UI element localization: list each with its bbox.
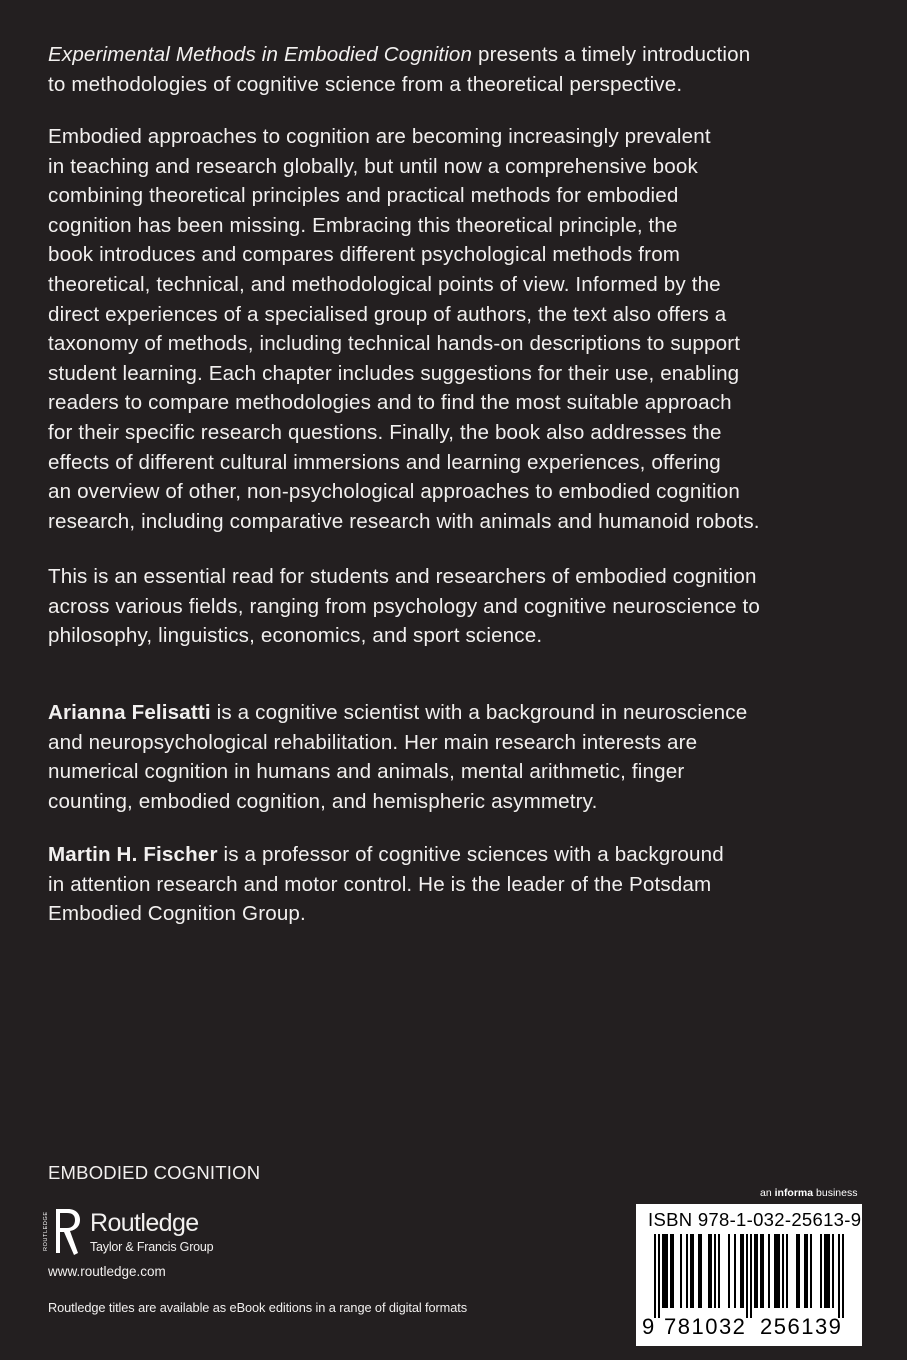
author-bio-line: Arianna Felisatti is a cognitive scientist with a background in neuroscience bbox=[48, 701, 748, 724]
author-name: Arianna Felisatti bbox=[48, 701, 211, 724]
publisher-group: Taylor & Francis Group bbox=[90, 1240, 214, 1254]
barcode-bar bbox=[760, 1234, 762, 1308]
barcode-bar bbox=[776, 1234, 778, 1308]
barcode-digit-first: 9 bbox=[642, 1314, 655, 1339]
book-title: Experimental Methods in Embodied Cognition bbox=[48, 43, 473, 66]
author-bio-line: Embodied Cognition Group. bbox=[48, 902, 306, 926]
barcode-bar bbox=[804, 1234, 806, 1308]
barcode-bar bbox=[786, 1234, 788, 1308]
barcode-bar bbox=[746, 1234, 748, 1318]
barcode-bar bbox=[806, 1234, 808, 1308]
description-line: cognition has been missing. Embracing this theoretical principle, the bbox=[48, 213, 678, 237]
barcode-bar bbox=[798, 1234, 800, 1308]
description-line: in teaching and research globally, but until now a comprehensive book bbox=[48, 154, 698, 178]
description-line: book introduces and compares different psychological methods from bbox=[48, 243, 681, 267]
publisher-name: Routledge bbox=[90, 1209, 199, 1237]
barcode-digits-left: 781032 bbox=[664, 1314, 747, 1339]
description-line: taxonomy of methods, including technical hands-on descriptions to support bbox=[48, 332, 741, 356]
routledge-r-icon bbox=[42, 1205, 84, 1259]
logo-mark-text: ROUTLEDGE bbox=[43, 1211, 49, 1251]
author-bio-line: Martin H. Fischer is a professor of cognitive sciences with a background bbox=[48, 843, 724, 866]
barcode-bar bbox=[796, 1234, 798, 1308]
intro-line-2: to methodologies of cognitive science from a theoretical perspective. bbox=[48, 72, 683, 96]
isbn-barcode bbox=[636, 1204, 862, 1346]
barcode-bar bbox=[734, 1234, 736, 1308]
barcode-bar bbox=[762, 1234, 764, 1308]
description-line: research, including comparative research with animals and humanoid robots. bbox=[48, 509, 760, 533]
barcode-bar bbox=[756, 1234, 758, 1308]
barcode-bar bbox=[778, 1234, 780, 1308]
series-name: EMBODIED COGNITION bbox=[48, 1162, 261, 1183]
audience-line: philosophy, linguistics, economics, and sport science. bbox=[48, 624, 543, 648]
barcode-bar bbox=[664, 1234, 666, 1308]
description-line: theoretical, technical, and methodological points of view. Informed by the bbox=[48, 272, 721, 296]
description-line: for their specific research questions. Finally, the book also addresses the bbox=[48, 420, 722, 444]
barcode-bar bbox=[658, 1234, 660, 1318]
barcode-bar bbox=[750, 1234, 752, 1318]
audience-line: across various fields, ranging from psychology and cognitive neuroscience to bbox=[48, 594, 760, 618]
description-line: direct experiences of a specialised group of authors, the text also offers a bbox=[48, 302, 727, 326]
barcode-bar bbox=[666, 1234, 668, 1308]
ebook-note: Routledge titles are available as eBook editions in a range of digital formats bbox=[48, 1300, 468, 1315]
audience-paragraph bbox=[48, 562, 873, 651]
barcode-bar bbox=[714, 1234, 716, 1308]
barcode-bar bbox=[686, 1234, 688, 1308]
barcode-bar bbox=[742, 1234, 744, 1308]
isbn-text: ISBN 978-1-032-25613-9 bbox=[648, 1209, 862, 1230]
barcode-bar bbox=[710, 1234, 712, 1308]
barcode-bar bbox=[708, 1234, 710, 1308]
author-name: Martin H. Fischer bbox=[48, 843, 218, 866]
barcode-bar bbox=[698, 1234, 700, 1308]
description-line: combining theoretical principles and practical methods for embodied bbox=[48, 184, 679, 208]
intro-line-1: Experimental Methods in Embodied Cognition presents a timely introduction bbox=[48, 43, 751, 66]
barcode-bar bbox=[768, 1234, 770, 1308]
author-bio-line: counting, embodied cognition, and hemispheric asymmetry. bbox=[48, 789, 598, 813]
barcode-bar bbox=[782, 1234, 784, 1308]
barcode-bar bbox=[838, 1234, 840, 1318]
barcode-bar bbox=[718, 1234, 720, 1308]
informa-tagline: an informa business bbox=[760, 1187, 858, 1199]
barcode-bar bbox=[842, 1234, 844, 1318]
barcode-bar bbox=[662, 1234, 664, 1308]
barcode-bar bbox=[826, 1234, 828, 1308]
audience-line: This is an essential read for students and researchers of embodied cognition bbox=[48, 565, 757, 588]
author-bio-line: in attention research and motor control. He is the leader of the Potsdam bbox=[48, 872, 712, 896]
description-paragraph bbox=[48, 122, 873, 536]
barcode-bar bbox=[740, 1234, 742, 1308]
intro-paragraph bbox=[48, 40, 873, 99]
barcode-bar bbox=[754, 1234, 756, 1308]
author-bio-fischer bbox=[48, 840, 873, 929]
barcode-bar bbox=[654, 1234, 656, 1318]
barcode-bar bbox=[700, 1234, 702, 1308]
barcode-bar bbox=[680, 1234, 682, 1308]
barcode-bar bbox=[670, 1234, 672, 1308]
barcode-bar bbox=[832, 1234, 834, 1308]
description-line: readers to compare methodologies and to find the most suitable approach bbox=[48, 391, 732, 415]
barcode-bar bbox=[828, 1234, 830, 1308]
barcode-bar bbox=[728, 1234, 730, 1308]
barcode-bar bbox=[820, 1234, 822, 1308]
barcode-digits-right: 256139 bbox=[760, 1314, 843, 1339]
barcode-bar bbox=[774, 1234, 776, 1308]
publisher-url[interactable]: www.routledge.com bbox=[48, 1264, 166, 1279]
description-line: effects of different cultural immersions and learning experiences, offering bbox=[48, 450, 721, 474]
author-bio-line: and neuropsychological rehabilitation. Her main research interests are bbox=[48, 730, 698, 754]
barcode-bar bbox=[824, 1234, 826, 1308]
barcode-bar bbox=[810, 1234, 812, 1308]
routledge-logo bbox=[42, 1205, 232, 1261]
barcode-bar bbox=[692, 1234, 694, 1308]
description-line: an overview of other, non-psychological approaches to embodied cognition bbox=[48, 480, 740, 504]
author-bio-line: numerical cognition in humans and animals, mental arithmetic, finger bbox=[48, 760, 685, 784]
description-line: student learning. Each chapter includes suggestions for their use, enabling bbox=[48, 361, 740, 385]
barcode-bar bbox=[672, 1234, 674, 1308]
barcode-bar bbox=[690, 1234, 692, 1308]
author-bio-felisatti bbox=[48, 698, 873, 816]
description-line: Embodied approaches to cognition are becoming increasingly prevalent bbox=[48, 125, 711, 148]
